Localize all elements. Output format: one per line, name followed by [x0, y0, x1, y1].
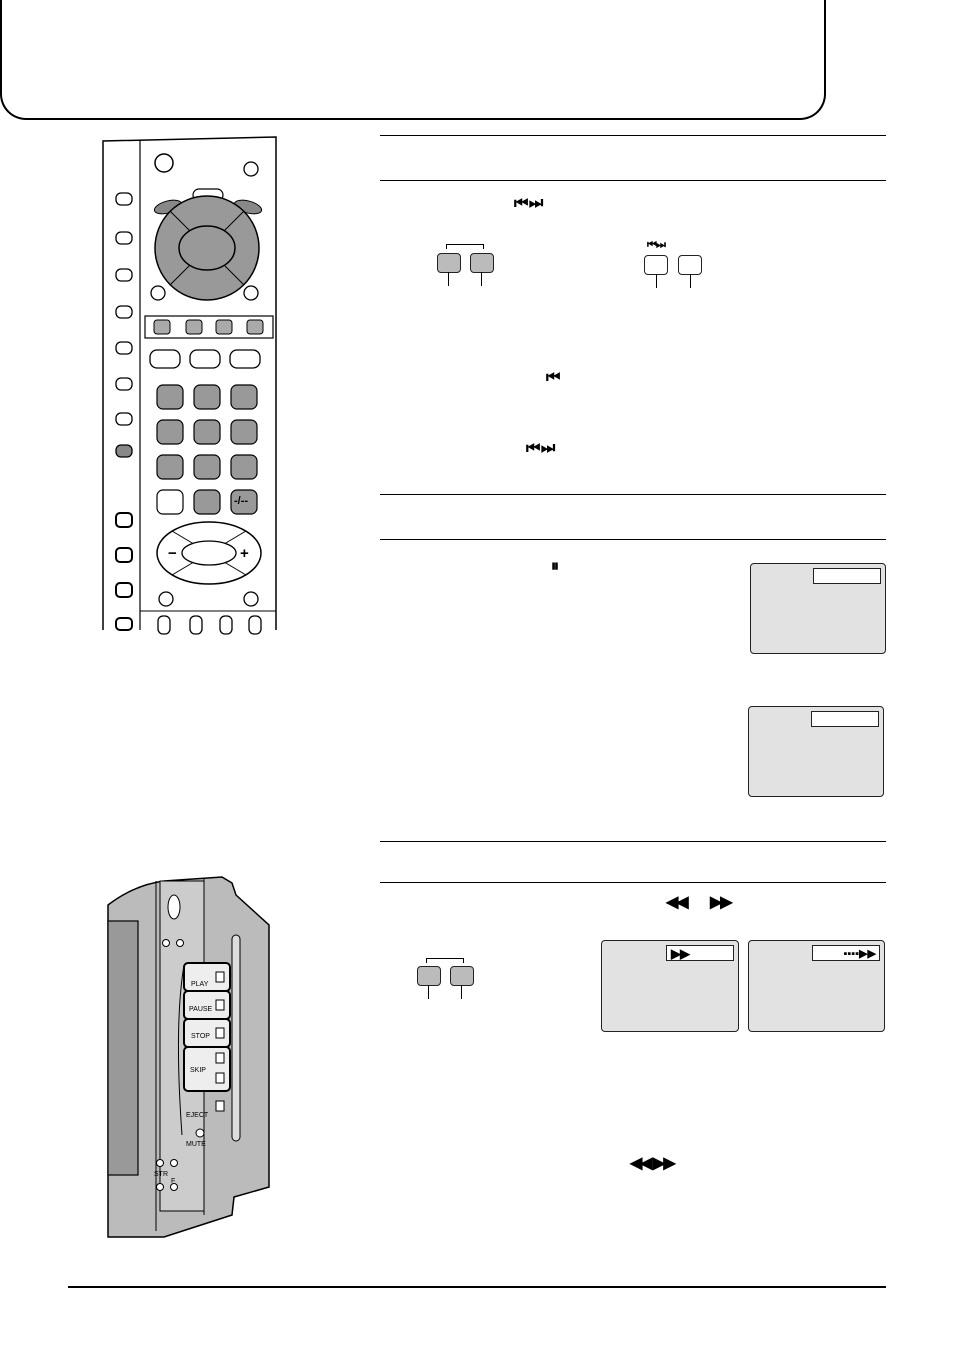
section-rule — [380, 494, 886, 495]
unit-skip-back-button-icon — [644, 255, 668, 275]
unit-front-panel-illustration — [104, 875, 274, 1240]
front-mute-label: MUTE — [186, 1141, 206, 1148]
remote-fast-forward-button-icon — [450, 966, 474, 986]
osd-box — [811, 711, 879, 727]
skip-buttons-icon: ⏮ ⏭ — [514, 195, 542, 212]
tv-screen-search — [601, 940, 739, 1032]
section-rule — [380, 180, 886, 181]
callout-leader — [461, 985, 462, 999]
header-box — [0, 0, 826, 120]
unit-skip-labels-icon: ⏮ ⏭ — [647, 239, 664, 251]
rewind-icon: ◀◀ — [666, 894, 687, 911]
front-play-label: PLAY — [191, 981, 209, 988]
skip-buttons-icon: ⏮ ⏭ — [526, 440, 554, 457]
remote-minus-dash-label: -/-- — [234, 495, 249, 507]
callout-bracket — [426, 958, 464, 963]
fast-forward-icon: ▶▶ — [710, 894, 731, 911]
footer-rule — [68, 1286, 886, 1288]
search-buttons-icon: ◀◀ ▶▶ — [630, 1155, 674, 1172]
remote-vol-minus-label: − — [168, 545, 177, 562]
section-rule — [380, 539, 886, 540]
callout-leader — [428, 985, 429, 999]
tv-screen-fast-search — [748, 940, 885, 1032]
callout-bracket — [446, 244, 484, 249]
front-f-label: F — [171, 1178, 176, 1185]
front-skip-label: SKIP — [190, 1067, 206, 1074]
osd-box — [813, 568, 881, 584]
front-str-label: STR — [154, 1171, 168, 1178]
section-rule — [380, 841, 886, 842]
tv-screen-pause — [750, 563, 886, 654]
remote-rewind-button-icon — [417, 966, 441, 986]
callout-leader — [690, 274, 691, 288]
callout-leader — [448, 272, 449, 286]
callout-leader — [481, 272, 482, 286]
osd-fast-search-indicator: ▪▪▪▪▶▶ — [812, 945, 880, 961]
remote-vol-plus-label: + — [240, 545, 249, 562]
section-rule — [380, 882, 886, 883]
front-pause-label: PAUSE — [189, 1006, 213, 1013]
front-stop-label: STOP — [191, 1033, 210, 1040]
skip-back-icon: ⏮ — [546, 369, 559, 386]
remote-skip-forward-button-icon — [470, 253, 494, 273]
pause-icon: ⏸ — [551, 558, 558, 575]
unit-skip-forward-button-icon — [678, 255, 702, 275]
remote-control-illustration — [100, 135, 280, 635]
front-eject-label: EJECT — [186, 1112, 209, 1119]
tv-screen-step — [748, 706, 884, 797]
remote-skip-back-button-icon — [437, 253, 461, 273]
callout-leader — [656, 274, 657, 288]
section-rule — [380, 135, 886, 136]
osd-search-indicator: ▶▶ — [666, 945, 734, 961]
